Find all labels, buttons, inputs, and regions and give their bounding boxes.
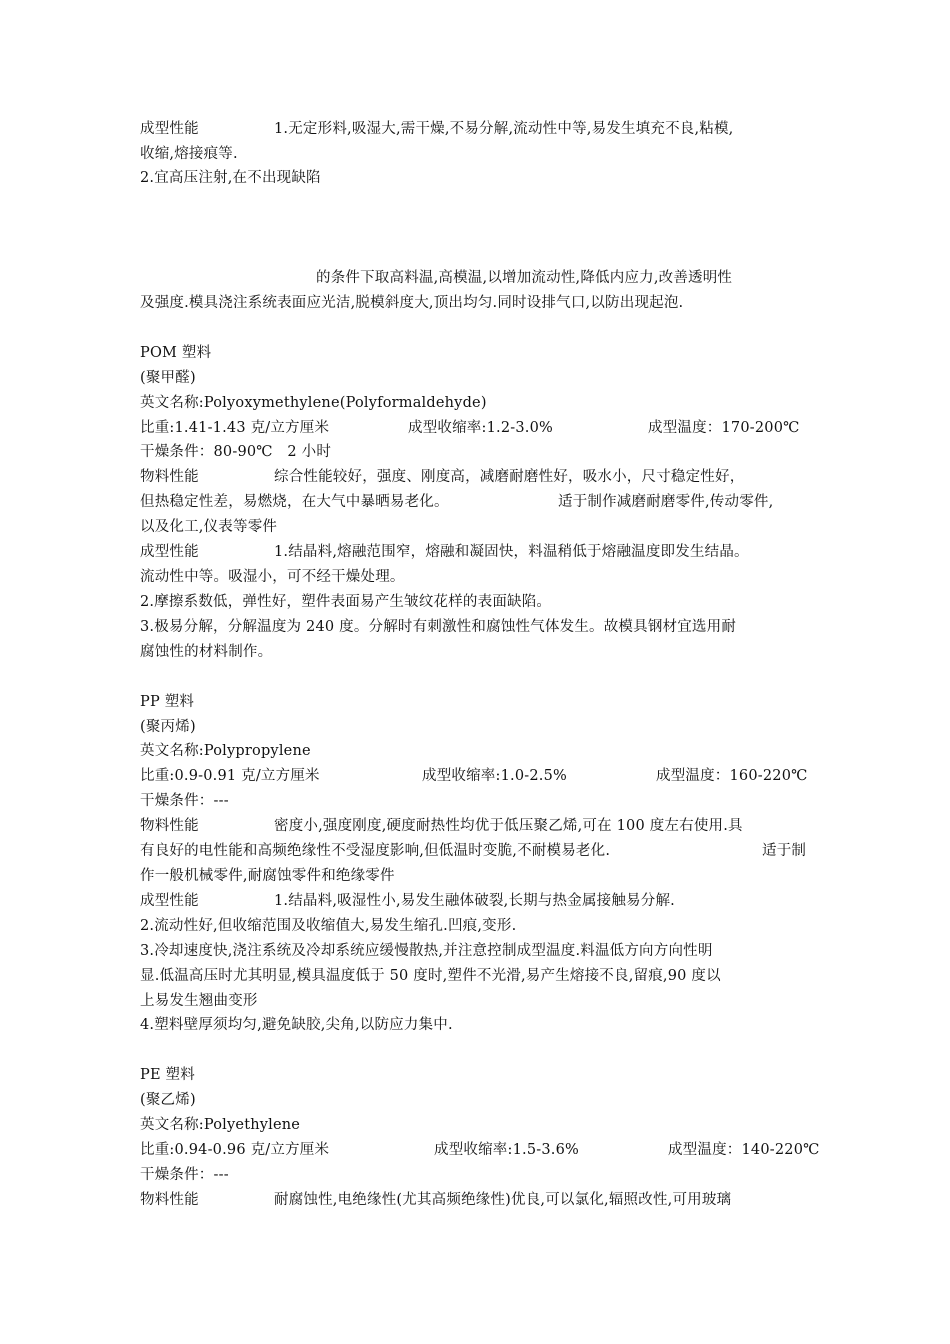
pom-form-line-4: 3.极易分解，分解温度为 240 度。分解时有刺激性和腐蚀性气体发生。故模具钢材宜选用耐 [140,619,737,635]
pom-title: POM 塑料 [140,345,212,361]
pom-dry: 干燥条件：80-90℃ 2 小时 [140,444,332,460]
pp-density: 比重:0.9-0.91 克/立方厘米 [140,768,320,784]
pc-form-text-1: 1.无定形料,吸湿大,需干燥,不易分解,流动性中等,易发生填充不良,粘模, [274,121,734,137]
pom-cn-name: (聚甲醛) [140,370,196,386]
pom-density: 比重:1.41-1.43 克/立方厘米 [140,420,330,436]
pe-mat-text-1: 耐腐蚀性,电绝缘性(尤其高频绝缘性)优良,可以氯化,辐照改性,可用玻璃 [274,1192,732,1208]
pp-dry: 干燥条件：--- [140,793,229,809]
pp-form-text-1: 1.结晶料,吸湿性小,易发生融体破裂,长期与热金属接触易分解. [274,893,675,909]
pp-en-name: 英文名称:Polypropylene [140,743,311,759]
pp-shrink: 成型收缩率:1.0-2.5% [422,768,567,784]
pp-form-line-4: 显.低温高压时尤其明显,模具温度低于 50 度时,塑件不光滑,易产生熔接不良,留痕,90 度以 [140,968,721,984]
pp-mat-text-1: 密度小,强度刚度,硬度耐热性均优于低压聚乙烯,可在 100 度左右使用.具 [274,818,743,834]
pc-form-line-4: 的条件下取高料温,高模温,以增加流动性,降低内应力,改善透明性 [316,270,733,286]
pc-form-line-2: 收缩,熔接痕等. [140,146,238,162]
pe-en-name: 英文名称:Polyethylene [140,1117,301,1133]
pp-form-line-2: 2.流动性好,但收缩范围及收缩值大,易发生缩孔.凹痕,变形. [140,918,517,934]
pom-mat-text-1: 综合性能较好，强度、刚度高，减磨耐磨性好，吸水小，尺寸稳定性好， [274,469,745,485]
pom-mat-text-2a: 但热稳定性差，易燃烧，在大气中暴晒易老化。 [140,494,449,510]
pe-dry: 干燥条件：--- [140,1167,229,1183]
pp-mat-text-2a: 有良好的电性能和高频绝缘性不受湿度影响,但低温时变脆,不耐模易老化. [140,843,611,859]
pe-temp: 成型温度：140-220℃ [668,1142,820,1158]
pom-mat-text-2b: 适于制作减磨耐磨零件,传动零件, [558,494,774,510]
pp-mat-label: 物料性能 [140,818,199,834]
pom-form-label: 成型性能 [140,544,199,560]
pe-shrink: 成型收缩率:1.5-3.6% [434,1142,579,1158]
pp-mat-text-2b: 适于制 [762,843,807,859]
pom-form-text-1: 1.结晶料,熔融范围窄，熔融和凝固快，料温稍低于熔融温度即发生结晶。 [274,544,749,560]
pom-form-line-2: 流动性中等。吸湿小，可不经干燥处理。 [140,569,405,585]
pp-form-line-3: 3.冷却速度快,浇注系统及冷却系统应缓慢散热,并注意控制成型温度.料温低方向方向性明 [140,943,713,959]
pe-density: 比重:0.94-0.96 克/立方厘米 [140,1142,330,1158]
pom-mat-label: 物料性能 [140,469,199,485]
pe-title: PE 塑料 [140,1067,195,1083]
pp-form-label: 成型性能 [140,893,199,909]
pp-cn-name: (聚丙烯) [140,719,196,735]
pp-form-line-5: 上易发生翘曲变形 [140,993,258,1009]
pc-form-label: 成型性能 [140,121,199,137]
pom-form-line-3: 2.摩擦系数低，弹性好，塑件表面易产生皱纹花样的表面缺陷。 [140,594,552,610]
pom-mat-line-3: 以及化工,仪表等零件 [140,519,278,535]
pp-temp: 成型温度：160-220℃ [656,768,808,784]
pom-shrink: 成型收缩率:1.2-3.0% [408,420,553,436]
pe-cn-name: (聚乙烯) [140,1092,196,1108]
pp-mat-line-3: 作一般机械零件,耐腐蚀零件和绝缘零件 [140,868,395,884]
pc-form-line-3: 2.宜高压注射,在不出现缺陷 [140,170,321,186]
pc-form-line-5: 及强度.模具浇注系统表面应光洁,脱模斜度大,顶出均匀.同时设排气口,以防出现起泡. [140,295,684,311]
pom-form-line-5: 腐蚀性的材料制作。 [140,644,273,660]
pp-title: PP 塑料 [140,694,195,710]
pom-temp: 成型温度：170-200℃ [648,420,800,436]
pom-en-name: 英文名称:Polyoxymethylene(Polyformaldehyde) [140,395,487,411]
pe-mat-label: 物料性能 [140,1192,199,1208]
pp-form-line-6: 4.塑料壁厚须均匀,避免缺胶,尖角,以防应力集中. [140,1017,453,1033]
